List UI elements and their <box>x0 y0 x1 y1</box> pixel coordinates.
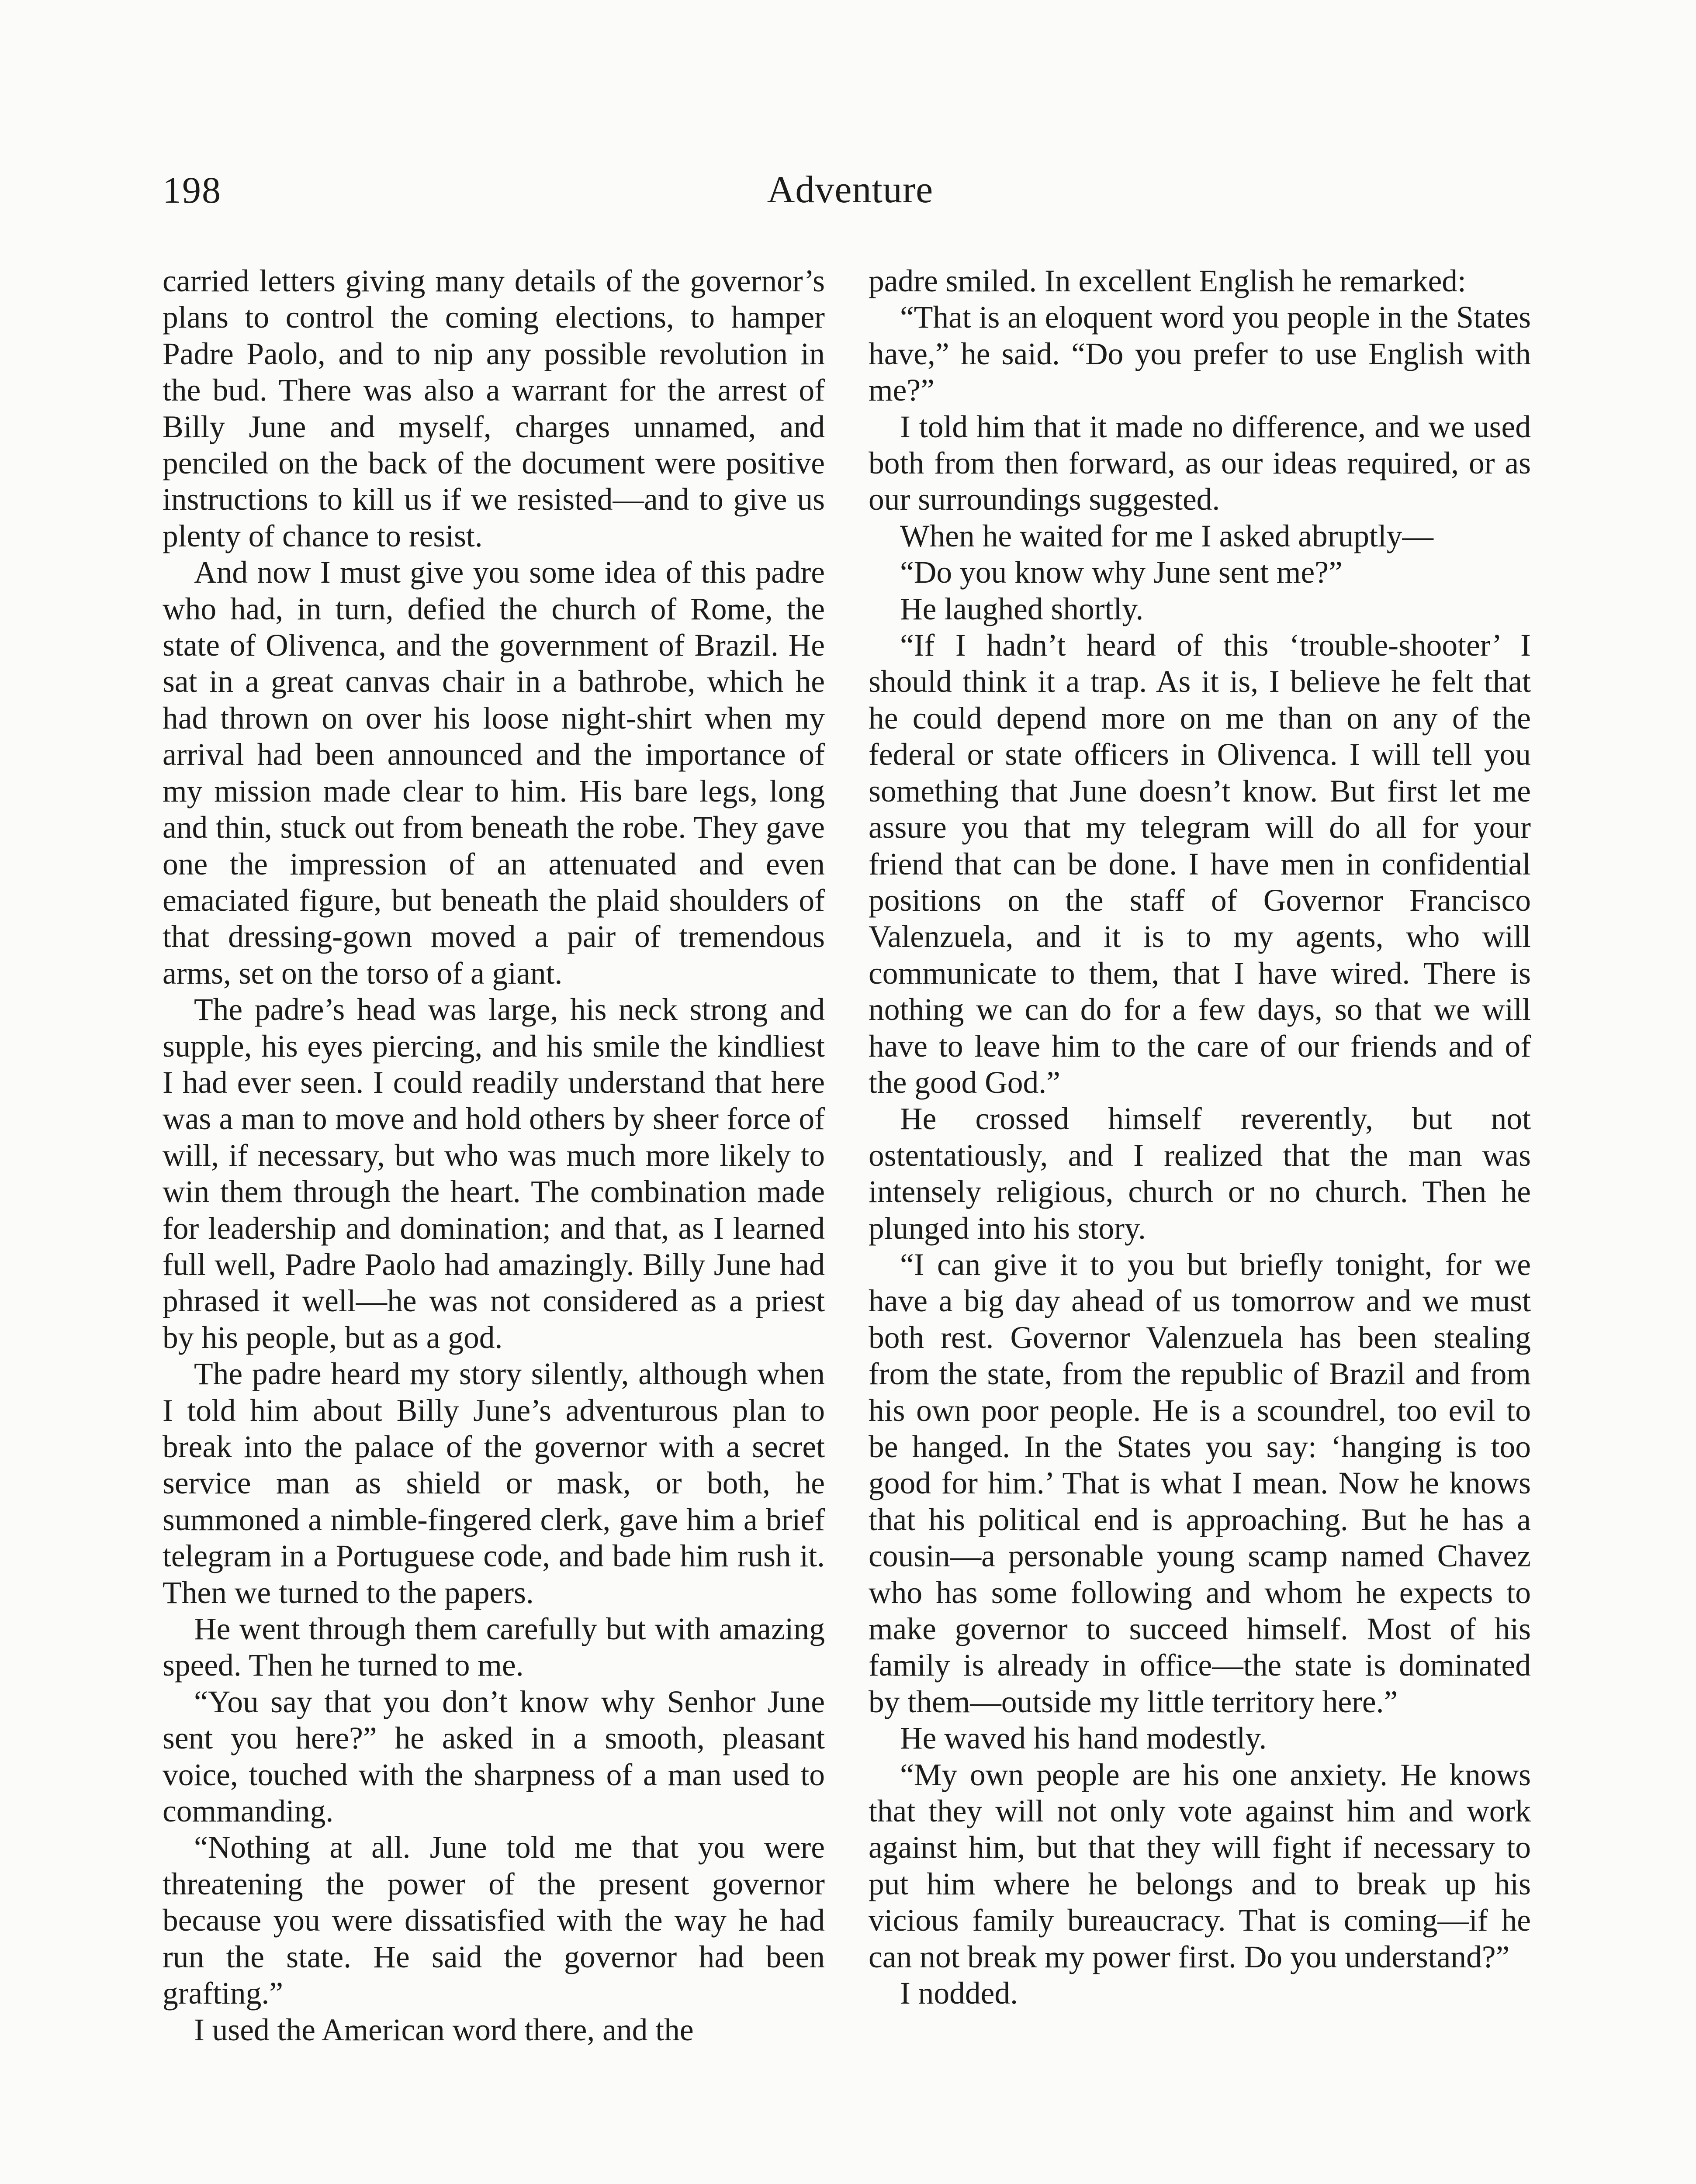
paragraph: “If I hadn’t heard of this ‘trouble-shooter’ I should think it a trap. As it is, I believe he felt that he could depend more on me than on any of the federal or state officers in Olivenca. I will tell you something that June doesn’t know. But first let me assure you that my telegram will do all for your friend that can be done. I have men in confidential positions on the staff of Governor Francisco Valenzuela, and it is to my agents, who will communicate to them, that I have wired. There is nothing we can do for a few days, so that we will have to leave him to the care of our friends and of the good God.” <box>869 628 1531 1100</box>
paragraph: When he waited for me I asked abruptly— <box>900 518 1434 553</box>
page-number: 198 <box>163 169 222 211</box>
paragraph: I told him that it made no difference, and we used both from then forward, as our ideas required, or as our surroundings suggested. <box>869 409 1531 517</box>
paragraph: padre smiled. In excellent English he remarked: <box>869 264 1466 298</box>
paragraph: He crossed himself reverently, but not ostentatiously, and I realized that the man was intensely religious, church or no church. Then he plunged into his story. <box>869 1102 1531 1246</box>
paragraph: “You say that you don’t know why Senhor June sent you here?” he asked in a smooth, pleasant voice, touched with the sharpness of a man used to commanding. <box>163 1684 825 1829</box>
paragraph: “Nothing at all. June told me that you were threatening the power of the present governor because you were dissatisfied with the way he had run the state. He said the governor had been grafting.” <box>163 1830 825 2011</box>
paragraph: “Do you know why June sent me?” <box>900 555 1343 590</box>
paragraph: He waved his hand modestly. <box>900 1721 1267 1756</box>
paragraph: He laughed shortly. <box>900 591 1144 626</box>
left-column <box>163 263 825 2048</box>
paragraph: “My own people are his one anxiety. He knows that they will not only vote against him and work against him, but that they will fight if necessary to put him where he belongs and to break up his vicious family bureaucracy. That is coming—if he can not break my power first. Do you understand?” <box>869 1757 1531 1974</box>
paragraph: The padre heard my story silently, although when I told him about Billy June’s adventurous plan to break into the palace of the governor with a secret service man as shield or mask, or both, he summoned a nimble-fingered clerk, gave him a brief telegram in a Portuguese code, and bade him rush it. Then we turned to the papers. <box>163 1357 825 1610</box>
paragraph: “I can give it to you but briefly tonight, for we have a big day ahead of us tomorrow and we must both rest. Governor Valenzuela has been stealing from the state, from the republic of Brazil and from his own poor people. He is a scoundrel, too evil to be hanged. In the States you say: ‘hanging is too good for him.’ That is what I mean. Now he knows that his political end is approaching. But he has a cousin—a personable young scamp named Chavez who has some following and whom he expects to make governor to succeed himself. Most of his family is already in office—the state is dominated by them—outside my little territory here.” <box>869 1247 1531 1719</box>
magazine-title: Adventure <box>767 169 934 211</box>
paragraph: “That is an eloquent word you people in the States have,” he said. “Do you prefer to use English with me?” <box>869 300 1531 408</box>
paragraph: He went through them carefully but with amazing speed. Then he turned to me. <box>163 1612 825 1683</box>
paragraph: carried letters giving many details of the governor’s plans to control the coming elections, to hamper Padre Paolo, and to nip any possible revolution in the bud. There was also a warrant for the arrest of Billy June and myself, charges unnamed, and penciled on the back of the document were positive instructions to kill us if we resisted—and to give us plenty of chance to resist. <box>163 264 825 553</box>
paragraph: I nodded. <box>900 1976 1018 2011</box>
running-head <box>163 162 1538 232</box>
paragraph: The padre’s head was large, his neck strong and supple, his eyes piercing, and his smile the kindliest I had ever seen. I could readily understand that here was a man to move and hold others by sheer force of will, if necessary, but who was much more likely to win them through the heart. The combination made for leadership and domination; and that, as I learned full well, Padre Paolo had amazingly. Billy June had phrased it well—he was not considered as a priest by his people, but as a god. <box>163 992 825 1355</box>
paragraph: And now I must give you some idea of this padre who had, in turn, defied the church of Rome, the state of Olivenca, and the government of Brazil. He sat in a great canvas chair in a bathrobe, which he had thrown on over his loose night-shirt when my arrival had been announced and the importance of my mission made clear to him. His bare legs, long and thin, stuck out from beneath the robe. They gave one the impression of an attenuated and even emaciated figure, but beneath the plaid shoulders of that dressing-gown moved a pair of tremendous arms, set on the torso of a giant. <box>163 555 825 991</box>
right-column <box>869 263 1531 2012</box>
paragraph: I used the American word there, and the <box>194 2012 694 2047</box>
